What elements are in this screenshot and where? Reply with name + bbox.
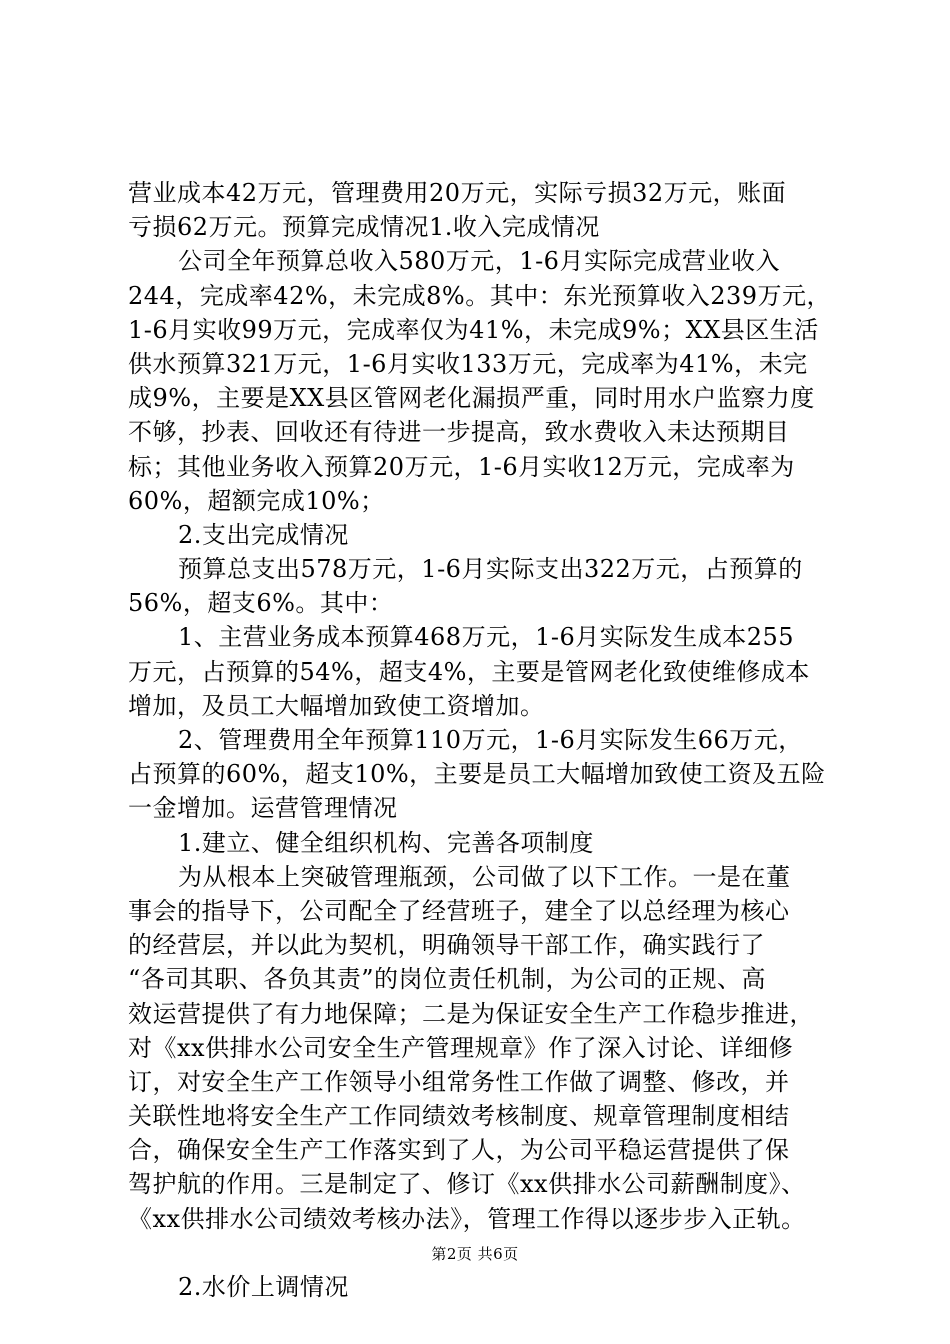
text-line: 60%，超额完成10%；	[128, 486, 385, 515]
text-line: 2.水价上调情况	[178, 1272, 349, 1301]
text-line: 56%，超支6%。其中：	[128, 589, 394, 618]
document-body	[128, 176, 834, 1304]
text-line: 2.支出完成情况	[178, 520, 349, 549]
text-line: 公司全年预算总收入580万元，1-6月实际完成营业收入	[178, 247, 780, 276]
text-line: 占预算的60%，超支10%，主要是员工大幅增加致使工资及五险	[128, 760, 826, 789]
text-line: 驾护航的作用。三是制定了、修订《xx供排水公司薪酬制度》、	[128, 1170, 806, 1199]
text-line: 《xx供排水公司绩效考核办法》，管理工作得以逐步步入正轨。	[128, 1204, 806, 1233]
text-line: 预算总支出578万元，1-6月实际支出322万元，占预算的	[178, 555, 803, 584]
text-line: 1-6月实收99万元，完成率仅为41%，未完成9%；XX县区生活	[128, 315, 819, 344]
page-footer: 第2页 共6页	[431, 1245, 519, 1263]
text-line: 营业成本42万元，管理费用20万元，实际亏损32万元，账面	[128, 179, 787, 207]
text-line: 事会的指导下，公司配全了经营班子，建全了以总经理为核心	[128, 896, 790, 925]
text-line: 亏损62万元。预算完成情况1.收入完成情况	[128, 213, 600, 242]
text-line: 对《xx供排水公司安全生产管理规章》作了深入讨论、详细修	[128, 1033, 794, 1062]
text-line: 为从根本上突破管理瓶颈，公司做了以下工作。一是在董	[178, 862, 791, 891]
text-line: 244，完成率42%，未完成8%。其中：东光预算收入239万元，	[128, 281, 832, 310]
text-line: 1、主营业务成本预算468万元，1-6月实际发生成本255	[178, 623, 795, 652]
text-line: 的经营层，并以此为契机，明确领导干部工作，确实践行了	[128, 931, 765, 960]
text-line: 1.建立、健全组织机构、完善各项制度	[178, 828, 594, 857]
text-line: 标；其他业务收入预算20万元，1-6月实收12万元，完成率为	[128, 452, 795, 481]
text-line: 订，对安全生产工作领导小组常务性工作做了调整、修改，并	[128, 1067, 790, 1096]
text-line: 供水预算321万元，1-6月实收133万元，完成率为41%，未完	[128, 349, 808, 378]
text-line: 关联性地将安全生产工作同绩效考核制度、规章管理制度相结	[128, 1102, 790, 1131]
text-line: 2、管理费用全年预算110万元，1-6月实际发生66万元，	[178, 726, 803, 754]
text-line: 一金增加。运营管理情况	[128, 794, 398, 823]
text-line: 效运营提供了有力地保障；二是为保证安全生产工作稳步推进，	[128, 999, 814, 1028]
text-line: 合，确保安全生产工作落实到了人，为公司平稳运营提供了保	[128, 1136, 790, 1165]
text-line: 增加，及员工大幅增加致使工资增加。	[128, 691, 545, 720]
text-line: 不够，抄表、回收还有待进一步提高，致水费收入未达预期目	[128, 418, 790, 447]
text-line: 万元，占预算的54%，超支4%，主要是管网老化致使维修成本	[128, 657, 810, 686]
text-line: “各司其职、各负其责”的岗位责任机制，为公司的正规、高	[128, 965, 767, 994]
text-line: 成9%，主要是XX县区管网老化漏损严重，同时用水户监察力度	[128, 384, 815, 413]
